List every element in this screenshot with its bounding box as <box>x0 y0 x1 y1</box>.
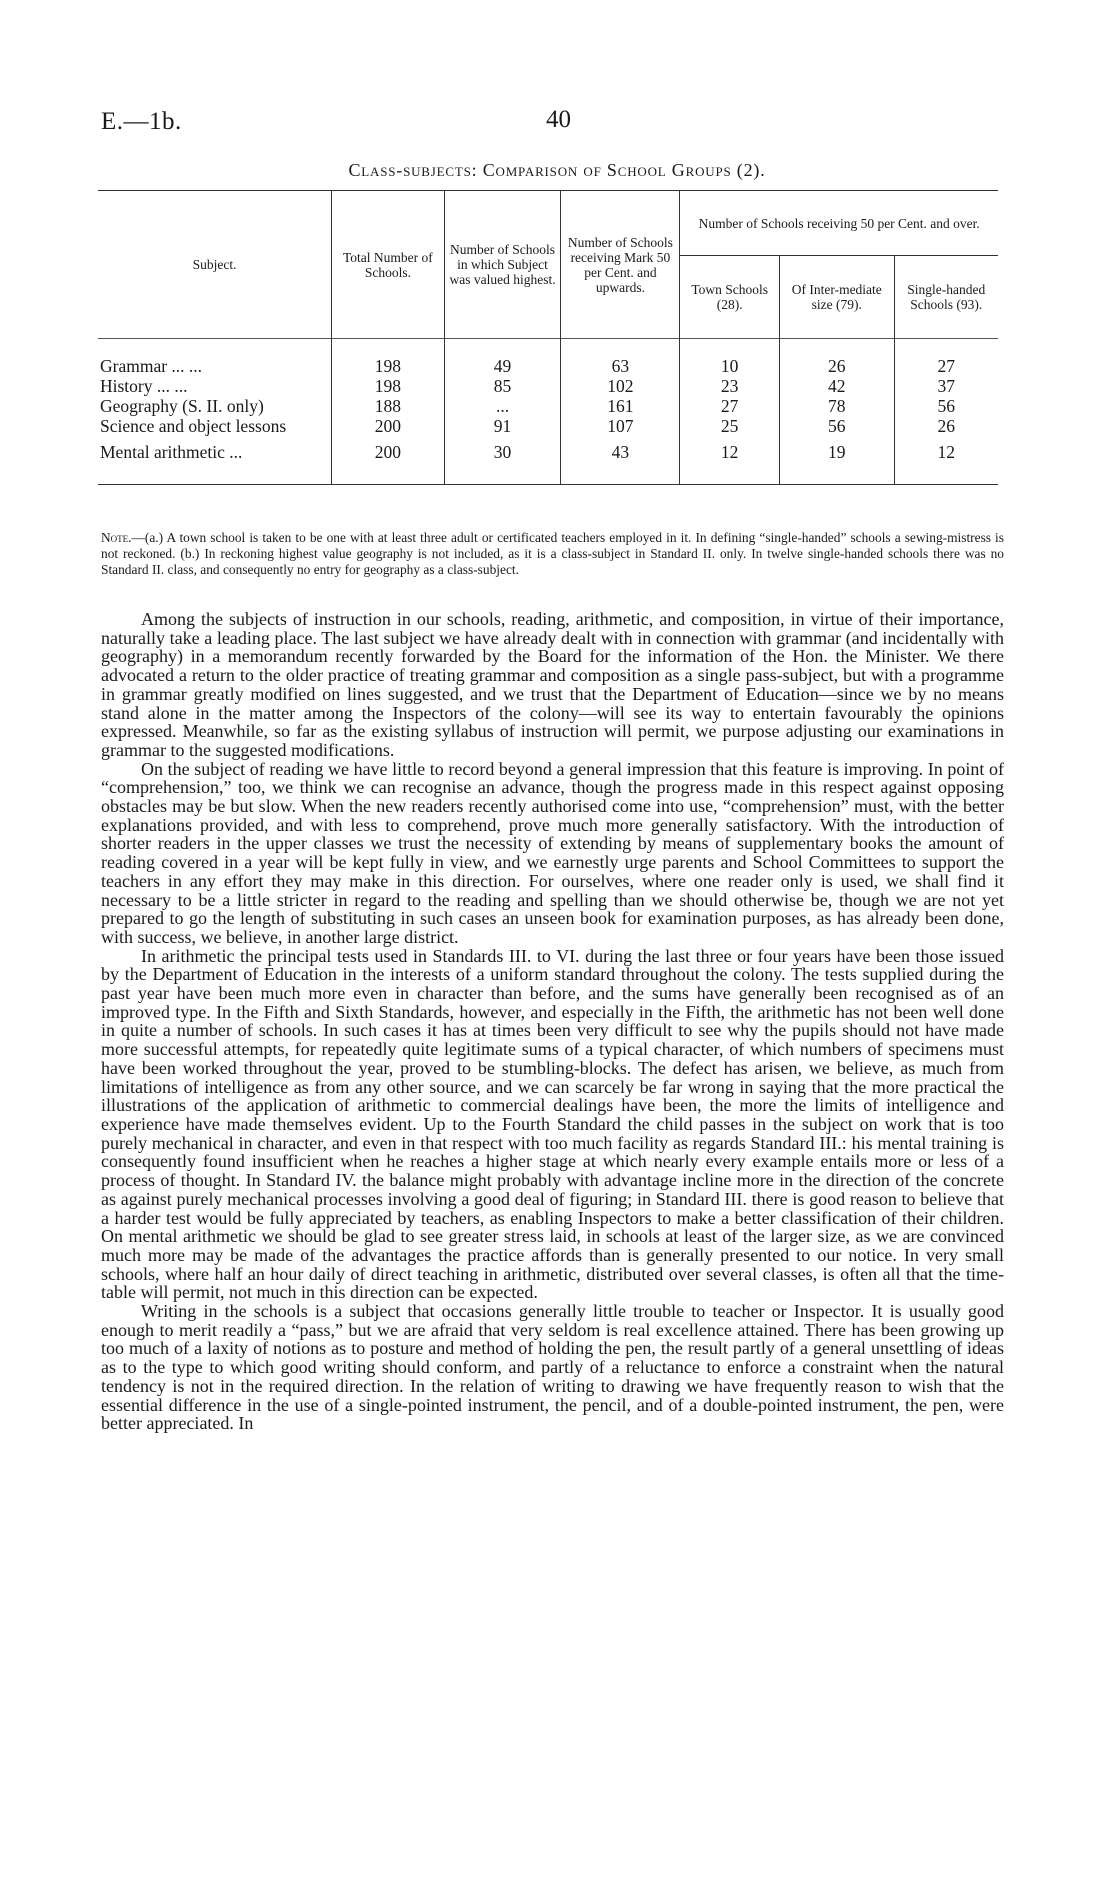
cell-intermediate: 26 <box>779 339 894 377</box>
cell-fifty: 102 <box>561 376 680 396</box>
document-reference: E.—1b. <box>101 108 182 135</box>
cell-subject: Geography (S. II. only) <box>100 396 264 416</box>
col-header-total: Total Number of Schools. <box>332 191 444 339</box>
cell-highest: 30 <box>444 436 561 485</box>
cell-subject: Mental arithmetic ... <box>98 436 332 485</box>
cell-single: 26 <box>894 416 998 436</box>
cell-fifty: 63 <box>561 339 680 377</box>
cell-total: 200 <box>332 436 444 485</box>
cell-single: 12 <box>894 436 998 485</box>
cell-town: 12 <box>680 436 780 485</box>
paragraph-arithmetic: In arithmetic the principal tests used in Standards III. to VI. during the last three or four years have been those issued by the Department of Education in the interests of a uniform standard throughout the colony. The tests supplied during the past year have been much more even in character than before, and the sums have generally been recognised as of an improved type. In the Fifth and Sixth Standards, however, and especially in the Fifth, the arithmetic has not been well done in quite a number of schools. In such cases it has at times been very difficult to see why the pupils should not have made more successful attempts, for repeatedly quite legitimate sums of a typical character, of which numbers of specimens must have been worked throughout the year, proved to be stumbling-blocks. The defect has arisen, we believe, as much from limitations of intelligence as from any other source, and we can scarcely be far wrong in saying that the more practical the illustrations of the application of arithmetic to commercial dealings have been, the more the limits of intelligence and experience have made themselves evident. Up to the Fourth Standard the child passes in the subject on work that is too purely mechanical in character, and even in that respect with too much facility as regards Standard III.: his mental training is consequently found insufficient when he reaches a higher stage at which nearly every example entails more or less of a process of thought. In Standard IV. the balance might probably with advantage incline more in the direction of the concrete as against purely mechanical processes involving a good deal of figuring; in Standard III. there is good reason to believe that a harder test would be fully appreciated by teachers, as enabling Inspectors to make a better classification of their children. On mental arithmetic we should be glad to see greater stress laid, in schools at least of the larger size, as we are convinced much more may be made of the advantages the practice affords than is generally presented to our notice. In very small schools, where half an hour daily of direct teaching in arithmetic, distributed over several classes, is often all that the time-table will permit, not much in this direction can be expected. <box>101 945 1004 1303</box>
cell-fifty: 161 <box>561 396 680 416</box>
paragraph-reading: On the subject of reading we have little to record beyond a general impression that this feature is improving. In point of “comprehension,” too, we think we can recognise an advance, though the progress made in this respect against opposing obstacles may be but slow. When the new readers recently authorised come into use, “comprehension” must, with the better explanations provided, and with less to comprehend, prove much more generally satisfactory. With the introduction of shorter readers in the upper classes we trust the necessity of extending by means of supplementary books the amount of reading covered in a year will be kept fully in view, and we earnestly urge parents and School Committees to support the teachers in any effort they may make in this direction. For ourselves, where one reader only is used, we shall find it necessary to be a little stricter in regard to the reading and spelling than we should otherwise be, though we are not yet prepared to go the length of substituting in such cases an unseen book for examination purposes, as has already been done, with success, we believe, in another large district. <box>101 758 1004 947</box>
cell-subject: Science and object lessons <box>100 416 287 436</box>
cell-town: 25 <box>680 416 780 436</box>
col-header-single-handed: Single-handed Schools (93). <box>894 256 998 339</box>
cell-town: 10 <box>680 339 780 377</box>
paragraph-composition-grammar: Among the subjects of instruction in our schools, reading, arithmetic, and composition, in virtue of their importance, naturally take a leading place. The last subject we have already dealt with in connection with grammar (and incidentally with geography) in a memorandum recently forwarded by the Board for the information of the Hon. the Minister. We there advocated a return to the older practice of treating grammar and composition as a single pass-subject, but with a programme in grammar greatly modified on lines suggested, and we trust that the Department of Education—since we by no means stand alone in the matter among the Inspectors of the colony—will see its way to entertain favourably the opinions expressed. Meanwhile, so far as the existing syllabus of instruction will permit, we purpose adjusting our examinations in grammar to the suggested modifications. <box>101 609 1004 760</box>
footnote-text: —(a.) A town school is taken to be one with at least three adult or certificated teachers employed in it. In defining “single-handed” schools a sewing-mistress is not reckoned. (b.) In reckoning highest value geography is not included, as it is a class-subject in Standard II. only. In twelve single-handed schools there was no Standard II. class, and consequently no entry for geography as a class-subject. <box>101 530 1004 577</box>
cell-total: 188 <box>332 396 444 416</box>
col-header-town: Town Schools (28). <box>680 256 780 339</box>
cell-single: 27 <box>894 339 998 377</box>
page-number: 40 <box>546 106 571 133</box>
cell-intermediate: 42 <box>779 376 894 396</box>
col-header-subject: Subject. <box>98 191 332 339</box>
cell-town: 23 <box>680 376 780 396</box>
table-footnote <box>101 530 1004 578</box>
cell-highest: 91 <box>444 416 561 436</box>
table-row <box>98 396 998 416</box>
cell-fifty: 43 <box>561 436 680 485</box>
cell-total: 198 <box>332 339 444 377</box>
cell-town: 27 <box>680 396 780 416</box>
col-header-highest: Number of Schools in which Subject was valued highest. <box>444 191 561 339</box>
cell-total: 200 <box>332 416 444 436</box>
cell-intermediate: 19 <box>779 436 894 485</box>
class-subjects-table <box>98 190 998 485</box>
col-header-fifty-percent: Number of Schools receiving Mark 50 per Cent. and upwards. <box>561 191 680 339</box>
table-header-row <box>98 191 998 256</box>
cell-intermediate: 78 <box>779 396 894 416</box>
cell-intermediate: 56 <box>779 416 894 436</box>
table-title: Class-subjects: Comparison of School Groups (2). <box>348 160 766 180</box>
cell-total: 198 <box>332 376 444 396</box>
cell-single: 37 <box>894 376 998 396</box>
table-row <box>98 376 998 396</box>
col-header-group: Number of Schools receiving 50 per Cent. and over. <box>680 191 998 256</box>
footnote-label: Note. <box>101 530 132 545</box>
table-row <box>98 436 998 485</box>
col-header-intermediate: Of Inter-mediate size (79). <box>779 256 894 339</box>
cell-highest: ... <box>444 396 561 416</box>
cell-single: 56 <box>894 396 998 416</box>
table-row <box>98 339 998 377</box>
cell-fifty: 107 <box>561 416 680 436</box>
cell-highest: 49 <box>444 339 561 377</box>
cell-highest: 85 <box>444 376 561 396</box>
paragraph-writing: Writing in the schools is a subject that occasions generally little trouble to teacher or Inspector. It is usually good enough to merit readily a “pass,” but we are afraid that very seldom is real excellence attained. There has been growing up too much of a laxity of notions as to posture and method of holding the pen, the result partly of a general unsettling of ideas as to the type to which good writing should conform, and partly of a reluctance to enforce a constraint when the natural tendency is not in the required direction. In the relation of writing to drawing we have frequently reason to wish that the essential difference in the use of a single-pointed instrument, the pencil, and of a double-pointed instrument, the pen, were better appreciated. In <box>101 1301 1004 1434</box>
table-row <box>98 416 998 436</box>
cell-subject: Grammar ... ... <box>98 339 332 377</box>
cell-subject: History ... ... <box>100 376 188 396</box>
body-text <box>101 610 1004 1433</box>
